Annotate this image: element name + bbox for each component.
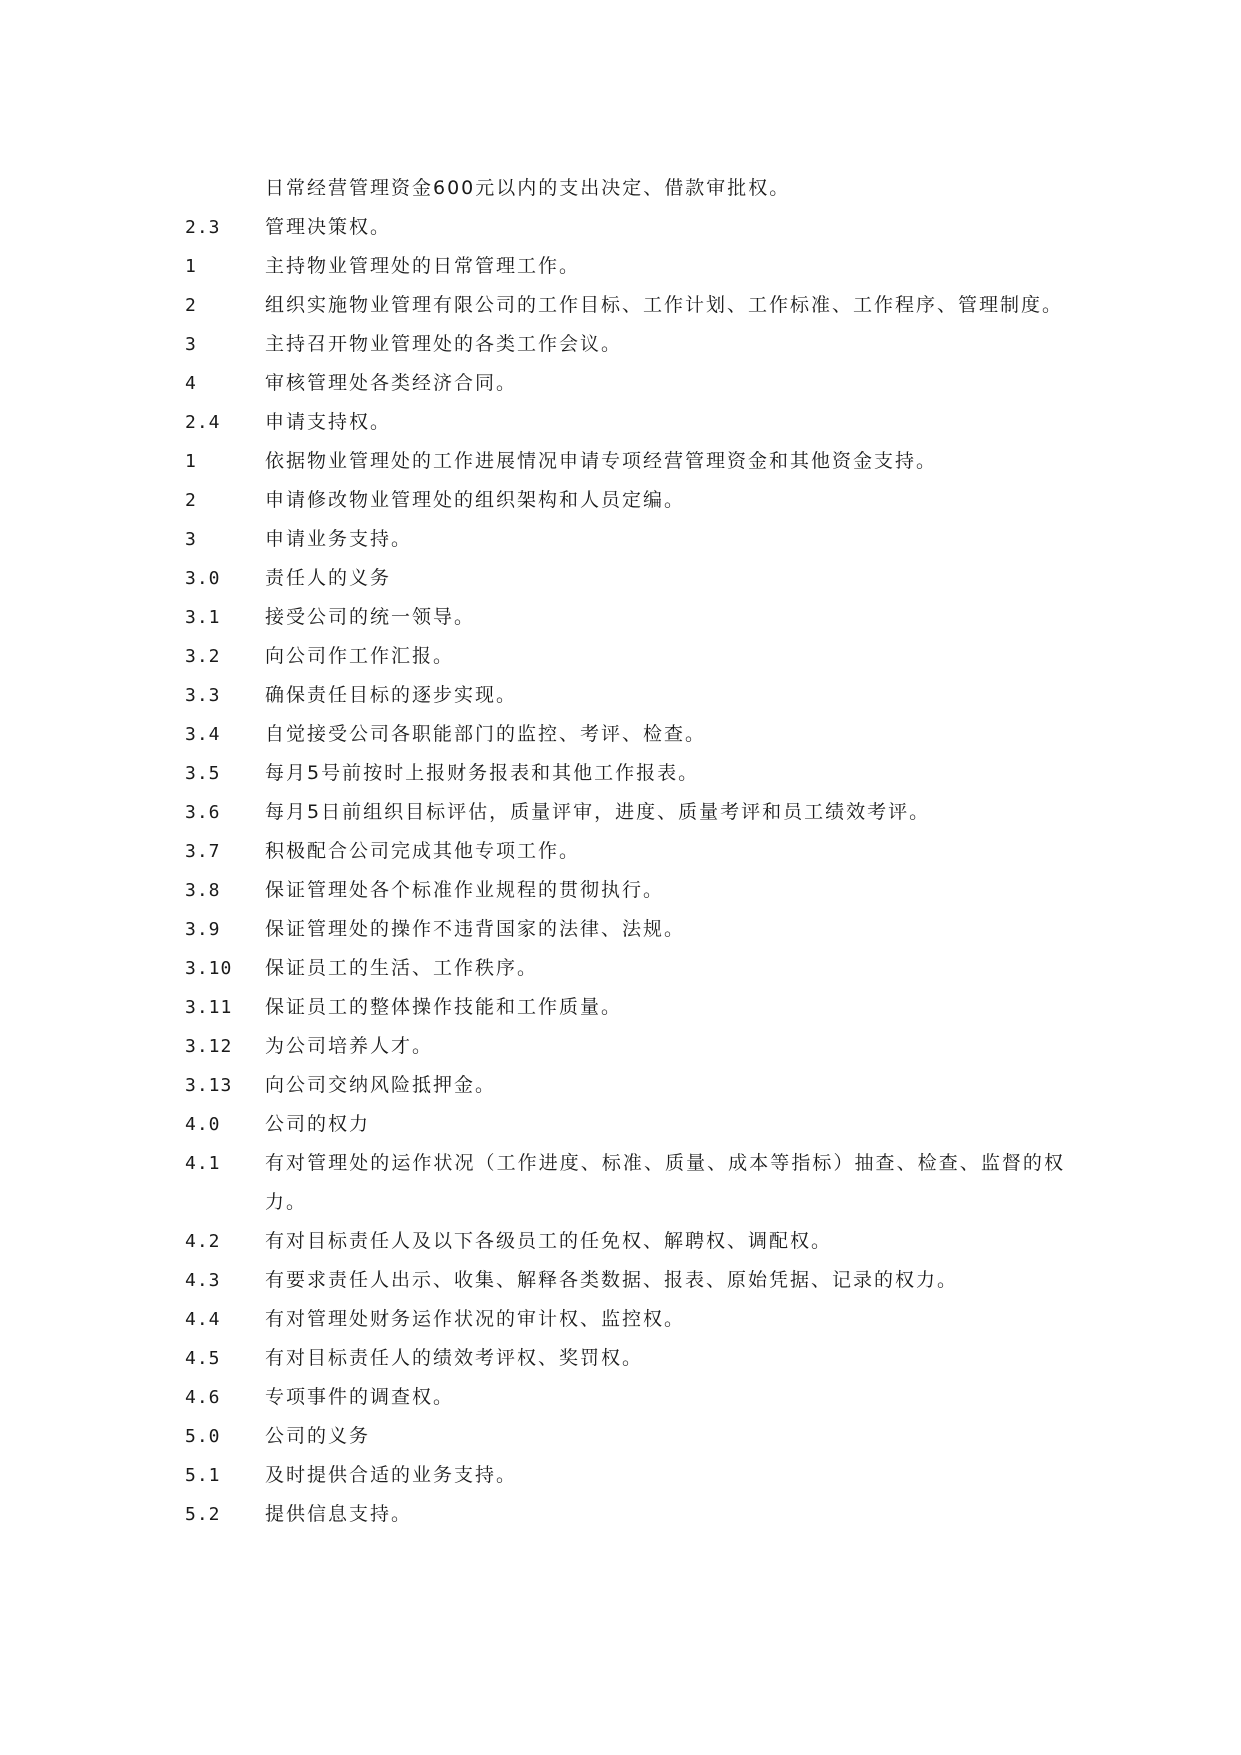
item-number: 3.11 [185,997,233,1018]
section-heading [185,1417,1065,1456]
item-text: 向公司交纳风险抵押金。 [265,1074,497,1096]
item-text: 自觉接受公司各职能部门的监控、考评、检查。 [265,723,707,745]
document-body [185,169,1065,1534]
list-item [185,1339,1065,1378]
item-text: 专项事件的调查权。 [265,1386,455,1408]
item-number: 3.7 [185,841,221,862]
item-text: 有对目标责任人及以下各级员工的任免权、解聘权、调配权。 [265,1230,833,1252]
list-item [185,637,1065,676]
item-number: 3.1 [185,607,221,628]
list-item [185,793,1065,832]
item-text: 每月5日前组织目标评估，质量评审，进度、质量考评和员工绩效考评。 [265,801,931,823]
list-item [185,247,1065,286]
list-item [185,169,1065,208]
list-item [185,1456,1065,1495]
item-text: 依据物业管理处的工作进展情况申请专项经营管理资金和其他资金支持。 [265,450,938,472]
item-text: 接受公司的统一领导。 [265,606,476,628]
list-item [185,871,1065,910]
item-number: 4 [185,373,197,394]
list-item [185,325,1065,364]
list-item [185,208,1065,247]
item-number: 1 [185,451,197,472]
item-text: 有对管理处财务运作状况的审计权、监控权。 [265,1308,686,1330]
section-heading [185,559,1065,598]
list-item [185,481,1065,520]
item-number: 2.4 [185,412,221,433]
item-text: 主持召开物业管理处的各类工作会议。 [265,333,623,355]
item-number: 3.4 [185,724,221,745]
item-number: 2 [185,295,197,316]
list-item [185,949,1065,988]
list-item [185,403,1065,442]
list-item [185,598,1065,637]
item-text: 公司的义务 [265,1425,371,1447]
item-text: 有对管理处的运作状况（工作进度、标准、质量、成本等指标）抽查、检查、监督的权力。 [265,1152,1065,1213]
item-number: 4.5 [185,1348,221,1369]
item-text: 责任人的义务 [265,567,392,589]
item-number: 3.6 [185,802,221,823]
item-text: 确保责任目标的逐步实现。 [265,684,518,706]
list-item [185,1495,1065,1534]
list-item [185,676,1065,715]
item-text: 提供信息支持。 [265,1503,413,1525]
item-number: 1 [185,256,197,277]
list-item [185,286,1065,325]
list-item [185,715,1065,754]
item-text: 申请业务支持。 [265,528,413,550]
item-text: 向公司作工作汇报。 [265,645,455,667]
item-number: 4.1 [185,1153,221,1174]
item-number: 3.0 [185,568,221,589]
item-text: 保证员工的生活、工作秩序。 [265,957,539,979]
item-number: 3.13 [185,1075,233,1096]
item-text: 申请支持权。 [265,411,392,433]
item-text: 积极配合公司完成其他专项工作。 [265,840,581,862]
item-number: 4.0 [185,1114,221,1135]
item-number: 2.3 [185,217,221,238]
item-number: 3.2 [185,646,221,667]
item-number: 4.6 [185,1387,221,1408]
item-text: 为公司培养人才。 [265,1035,434,1057]
item-number: 3.12 [185,1036,233,1057]
list-item [185,1222,1065,1261]
list-item [185,988,1065,1027]
item-number: 3 [185,334,197,355]
item-number: 3.10 [185,958,233,979]
item-number: 4.2 [185,1231,221,1252]
list-item [185,1144,1065,1222]
item-text: 保证管理处的操作不违背国家的法律、法规。 [265,918,686,940]
list-item [185,520,1065,559]
item-text: 保证员工的整体操作技能和工作质量。 [265,996,623,1018]
item-number: 3.3 [185,685,221,706]
item-number: 3.8 [185,880,221,901]
item-number: 4.3 [185,1270,221,1291]
item-number: 3 [185,529,197,550]
item-number: 4.4 [185,1309,221,1330]
item-text: 有对目标责任人的绩效考评权、奖罚权。 [265,1347,644,1369]
list-item [185,364,1065,403]
item-text: 保证管理处各个标准作业规程的贯彻执行。 [265,879,665,901]
list-item [185,832,1065,871]
item-number: 3.5 [185,763,221,784]
item-text: 管理决策权。 [265,216,392,238]
section-heading [185,1105,1065,1144]
item-number: 5.2 [185,1504,221,1525]
list-item [185,442,1065,481]
item-text: 日常经营管理资金600元以内的支出决定、借款审批权。 [265,177,791,199]
item-number: 5.0 [185,1426,221,1447]
item-text: 公司的权力 [265,1113,371,1135]
list-item [185,1378,1065,1417]
list-item [185,910,1065,949]
item-number: 3.9 [185,919,221,940]
list-item [185,1066,1065,1105]
item-text: 申请修改物业管理处的组织架构和人员定编。 [265,489,686,511]
item-text: 主持物业管理处的日常管理工作。 [265,255,581,277]
list-item [185,1027,1065,1066]
item-text: 及时提供合适的业务支持。 [265,1464,518,1486]
list-item [185,1261,1065,1300]
item-number: 5.1 [185,1465,221,1486]
item-text: 组织实施物业管理有限公司的工作目标、工作计划、工作标准、工作程序、管理制度。 [265,294,1064,316]
list-item [185,754,1065,793]
item-text: 有要求责任人出示、收集、解释各类数据、报表、原始凭据、记录的权力。 [265,1269,959,1291]
item-number: 2 [185,490,197,511]
item-text: 审核管理处各类经济合同。 [265,372,518,394]
item-text: 每月5号前按时上报财务报表和其他工作报表。 [265,762,700,784]
list-item [185,1300,1065,1339]
